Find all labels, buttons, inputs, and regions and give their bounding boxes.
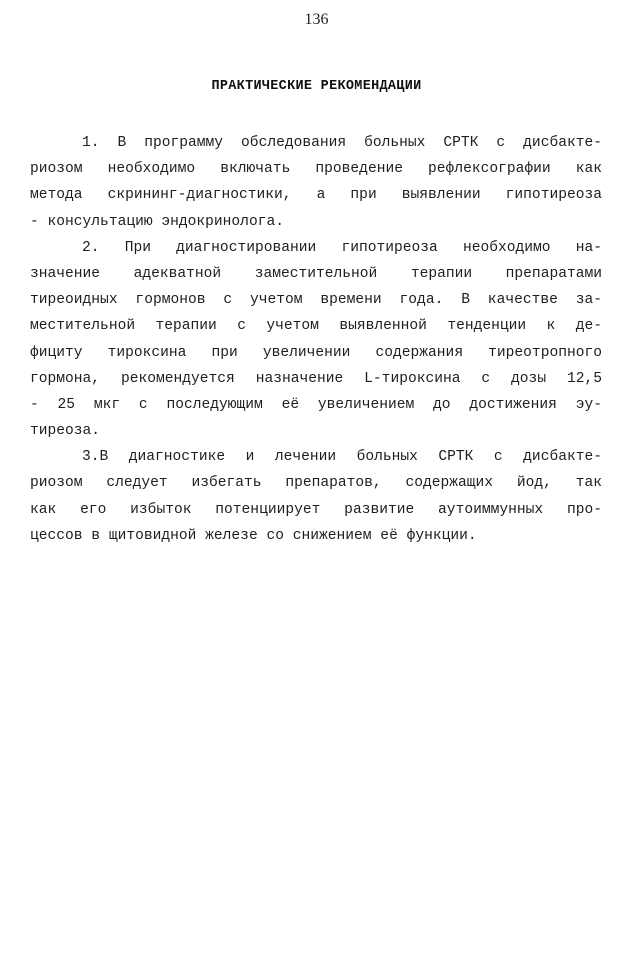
section-heading: ПРАКТИЧЕСКИЕ РЕКОМЕНДАЦИИ	[211, 79, 422, 94]
text-line: риозом необходимо включать проведение рефлексографии как	[30, 161, 602, 178]
paragraph-1	[30, 130, 602, 235]
text-line: тиреоидных гормонов с учетом времени года. В качестве за-	[30, 292, 602, 309]
text-line: фициту тироксина при увеличении содержания тиреотропного	[30, 344, 602, 361]
text-line: - 25 мкг с последующим её увеличением до достижения эу-	[30, 396, 602, 413]
text-line: как его избыток потенциирует развитие аутоиммунных про-	[30, 501, 602, 518]
text-line: метода скрининг-диагностики, а при выявлении гипотиреоза	[30, 187, 602, 204]
body-text	[30, 130, 602, 549]
text-line: цессов в щитовидной железе со снижением её функции.	[30, 527, 477, 544]
text-line: местительной терапии с учетом выявленной тенденции к де-	[30, 318, 602, 335]
text-line: тиреоза.	[30, 423, 101, 440]
text-line: риозом следует избегать препаратов, содержащих йод, так	[30, 475, 602, 492]
text-line: 2. При диагностировании гипотиреоза необходимо на-	[82, 239, 602, 256]
text-line: значение адекватной заместительной терапии препаратами	[30, 265, 602, 282]
page-number: 136	[304, 11, 329, 28]
text-line: - консультацию эндокринолога.	[30, 213, 284, 230]
paragraph-2	[30, 235, 602, 445]
text-line: 3.В диагностике и лечении больных СРТК с дисбакте-	[82, 449, 602, 466]
text-line: гормона, рекомендуется назначение L-тироксина с дозы 12,5	[30, 370, 602, 387]
paragraph-3	[30, 444, 602, 549]
text-line: 1. В программу обследования больных СРТК с дисбакте-	[82, 135, 602, 151]
